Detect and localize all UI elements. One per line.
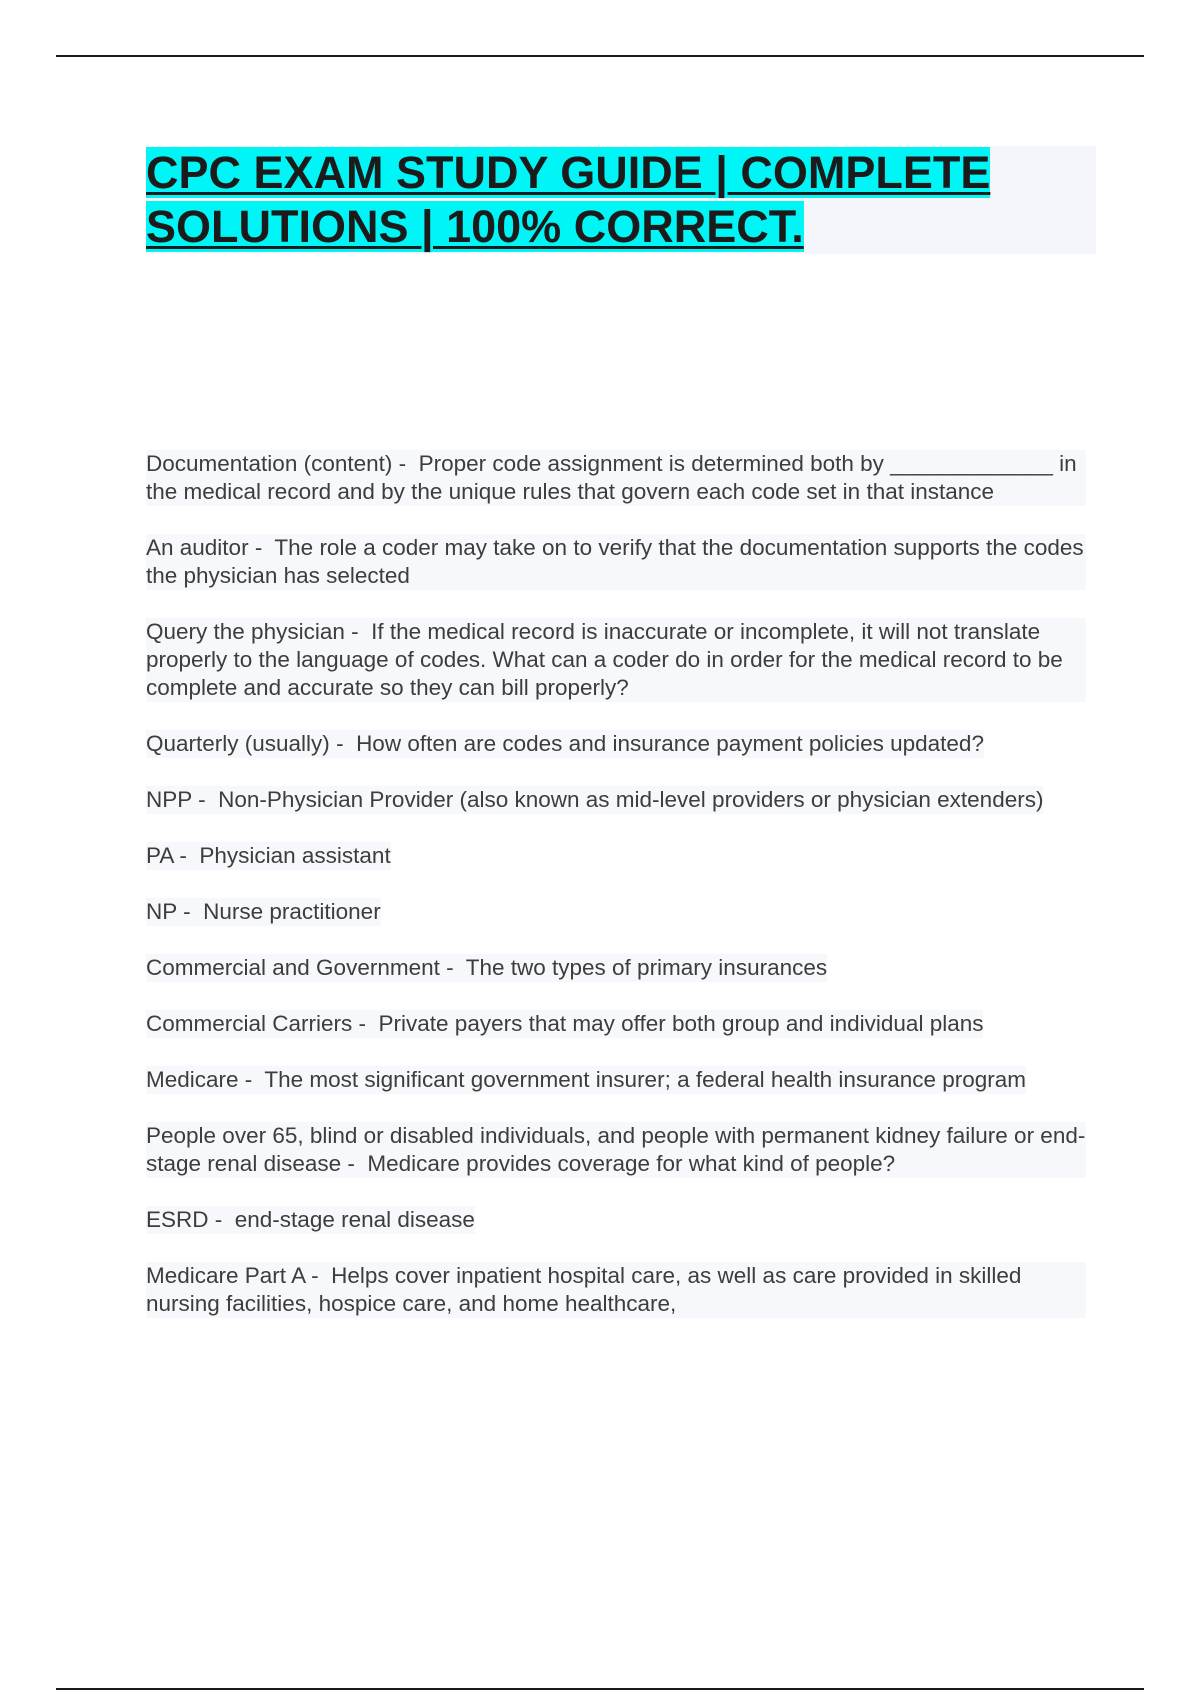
flashcard-entry: NP - Nurse practitioner	[146, 899, 381, 924]
entry-definition: Helps cover inpatient hospital care, as well as care provided in skilled nursing facilities, hospice care, and home healthcare,	[146, 1263, 1028, 1316]
entry-term: Query the physician	[146, 619, 345, 644]
flashcard-entry: People over 65, blind or disabled individuals, and people with permanent kidney failure or end-stage renal disease - Medicare provides coverage for what kind of people?	[146, 1123, 1086, 1176]
entry-definition: end-stage renal disease	[234, 1207, 475, 1232]
entry-term: Medicare	[146, 1067, 239, 1092]
flashcard-list	[146, 450, 1090, 1346]
entry-definition: Proper code assignment is determined both by _____________ in the medical record and by the unique rules that govern each code set in that instance	[146, 451, 1083, 504]
entry-term: ESRD	[146, 1207, 209, 1232]
entry-definition: Private payers that may offer both group and individual plans	[378, 1011, 984, 1036]
flashcard-entry: An auditor - The role a coder may take on to verify that the documentation supports the codes the physician has selected	[146, 535, 1090, 588]
flashcard-entry: PA - Physician assistant	[146, 843, 391, 868]
flashcard-entry: Medicare Part A - Helps cover inpatient hospital care, as well as care provided in skilled nursing facilities, hospice care, and home healthcare,	[146, 1262, 1086, 1318]
title-block	[146, 146, 1096, 254]
entry-term: PA	[146, 843, 174, 868]
flashcard-entry: ESRD - end-stage renal disease	[146, 1207, 475, 1232]
entry-term: Medicare Part A	[146, 1263, 305, 1288]
top-rule	[56, 55, 1144, 57]
entry-term: Commercial Carriers	[146, 1011, 353, 1036]
entry-definition: The two types of primary insurances	[465, 955, 828, 980]
flashcard-entry: Query the physician - If the medical record is inaccurate or incomplete, it will not translate properly to the language of codes. What can a coder do in order for the medical record to be complete and accurate so they can bill properly?	[146, 618, 1086, 702]
entry-term: Documentation (content)	[146, 451, 393, 476]
entry-definition: Physician assistant	[199, 843, 391, 868]
flashcard-entry: NPP - Non-Physician Provider (also known as mid-level providers or physician extenders)	[146, 787, 1044, 812]
entry-definition: Non-Physician Provider (also known as mid-level providers or physician extenders)	[218, 787, 1044, 812]
entry-definition: The role a coder may take on to verify that the documentation supports the codes the physician has selected	[146, 535, 1090, 588]
entry-definition: If the medical record is inaccurate or incomplete, it will not translate properly to the language of codes. What can a coder do in order for the medical record to be complete and accurate so they can bill properly?	[146, 619, 1070, 700]
entry-term: An auditor	[146, 535, 249, 560]
entry-definition: Medicare provides coverage for what kind of people?	[367, 1151, 896, 1176]
flashcard-entry: Commercial Carriers - Private payers that may offer both group and individual plans	[146, 1011, 984, 1036]
flashcard-entry: Commercial and Government - The two types of primary insurances	[146, 955, 828, 980]
entry-definition: The most significant government insurer; a federal health insurance program	[264, 1067, 1027, 1092]
flashcard-entry: Medicare - The most significant government insurer; a federal health insurance program	[146, 1067, 1027, 1092]
entry-term: NP	[146, 899, 177, 924]
flashcard-entry: Quarterly (usually) - How often are codes and insurance payment policies updated?	[146, 731, 984, 756]
entry-term: NPP	[146, 787, 192, 812]
flashcard-entry: Documentation (content) - Proper code assignment is determined both by _____________ in the medical record and by the unique rules that govern each code set in that instance	[146, 450, 1086, 506]
document-title: CPC EXAM STUDY GUIDE | COMPLETE SOLUTIONS | 100% CORRECT.	[146, 147, 991, 252]
entry-definition: Nurse practitioner	[203, 899, 381, 924]
entry-definition: How often are codes and insurance payment policies updated?	[356, 731, 984, 756]
entry-term: Commercial and Government	[146, 955, 440, 980]
bottom-rule	[56, 1688, 1144, 1690]
entry-term: Quarterly (usually)	[146, 731, 330, 756]
entry-term: People over 65, blind or disabled individuals, and people with permanent kidney failure or end-stage renal disease	[146, 1123, 1086, 1176]
